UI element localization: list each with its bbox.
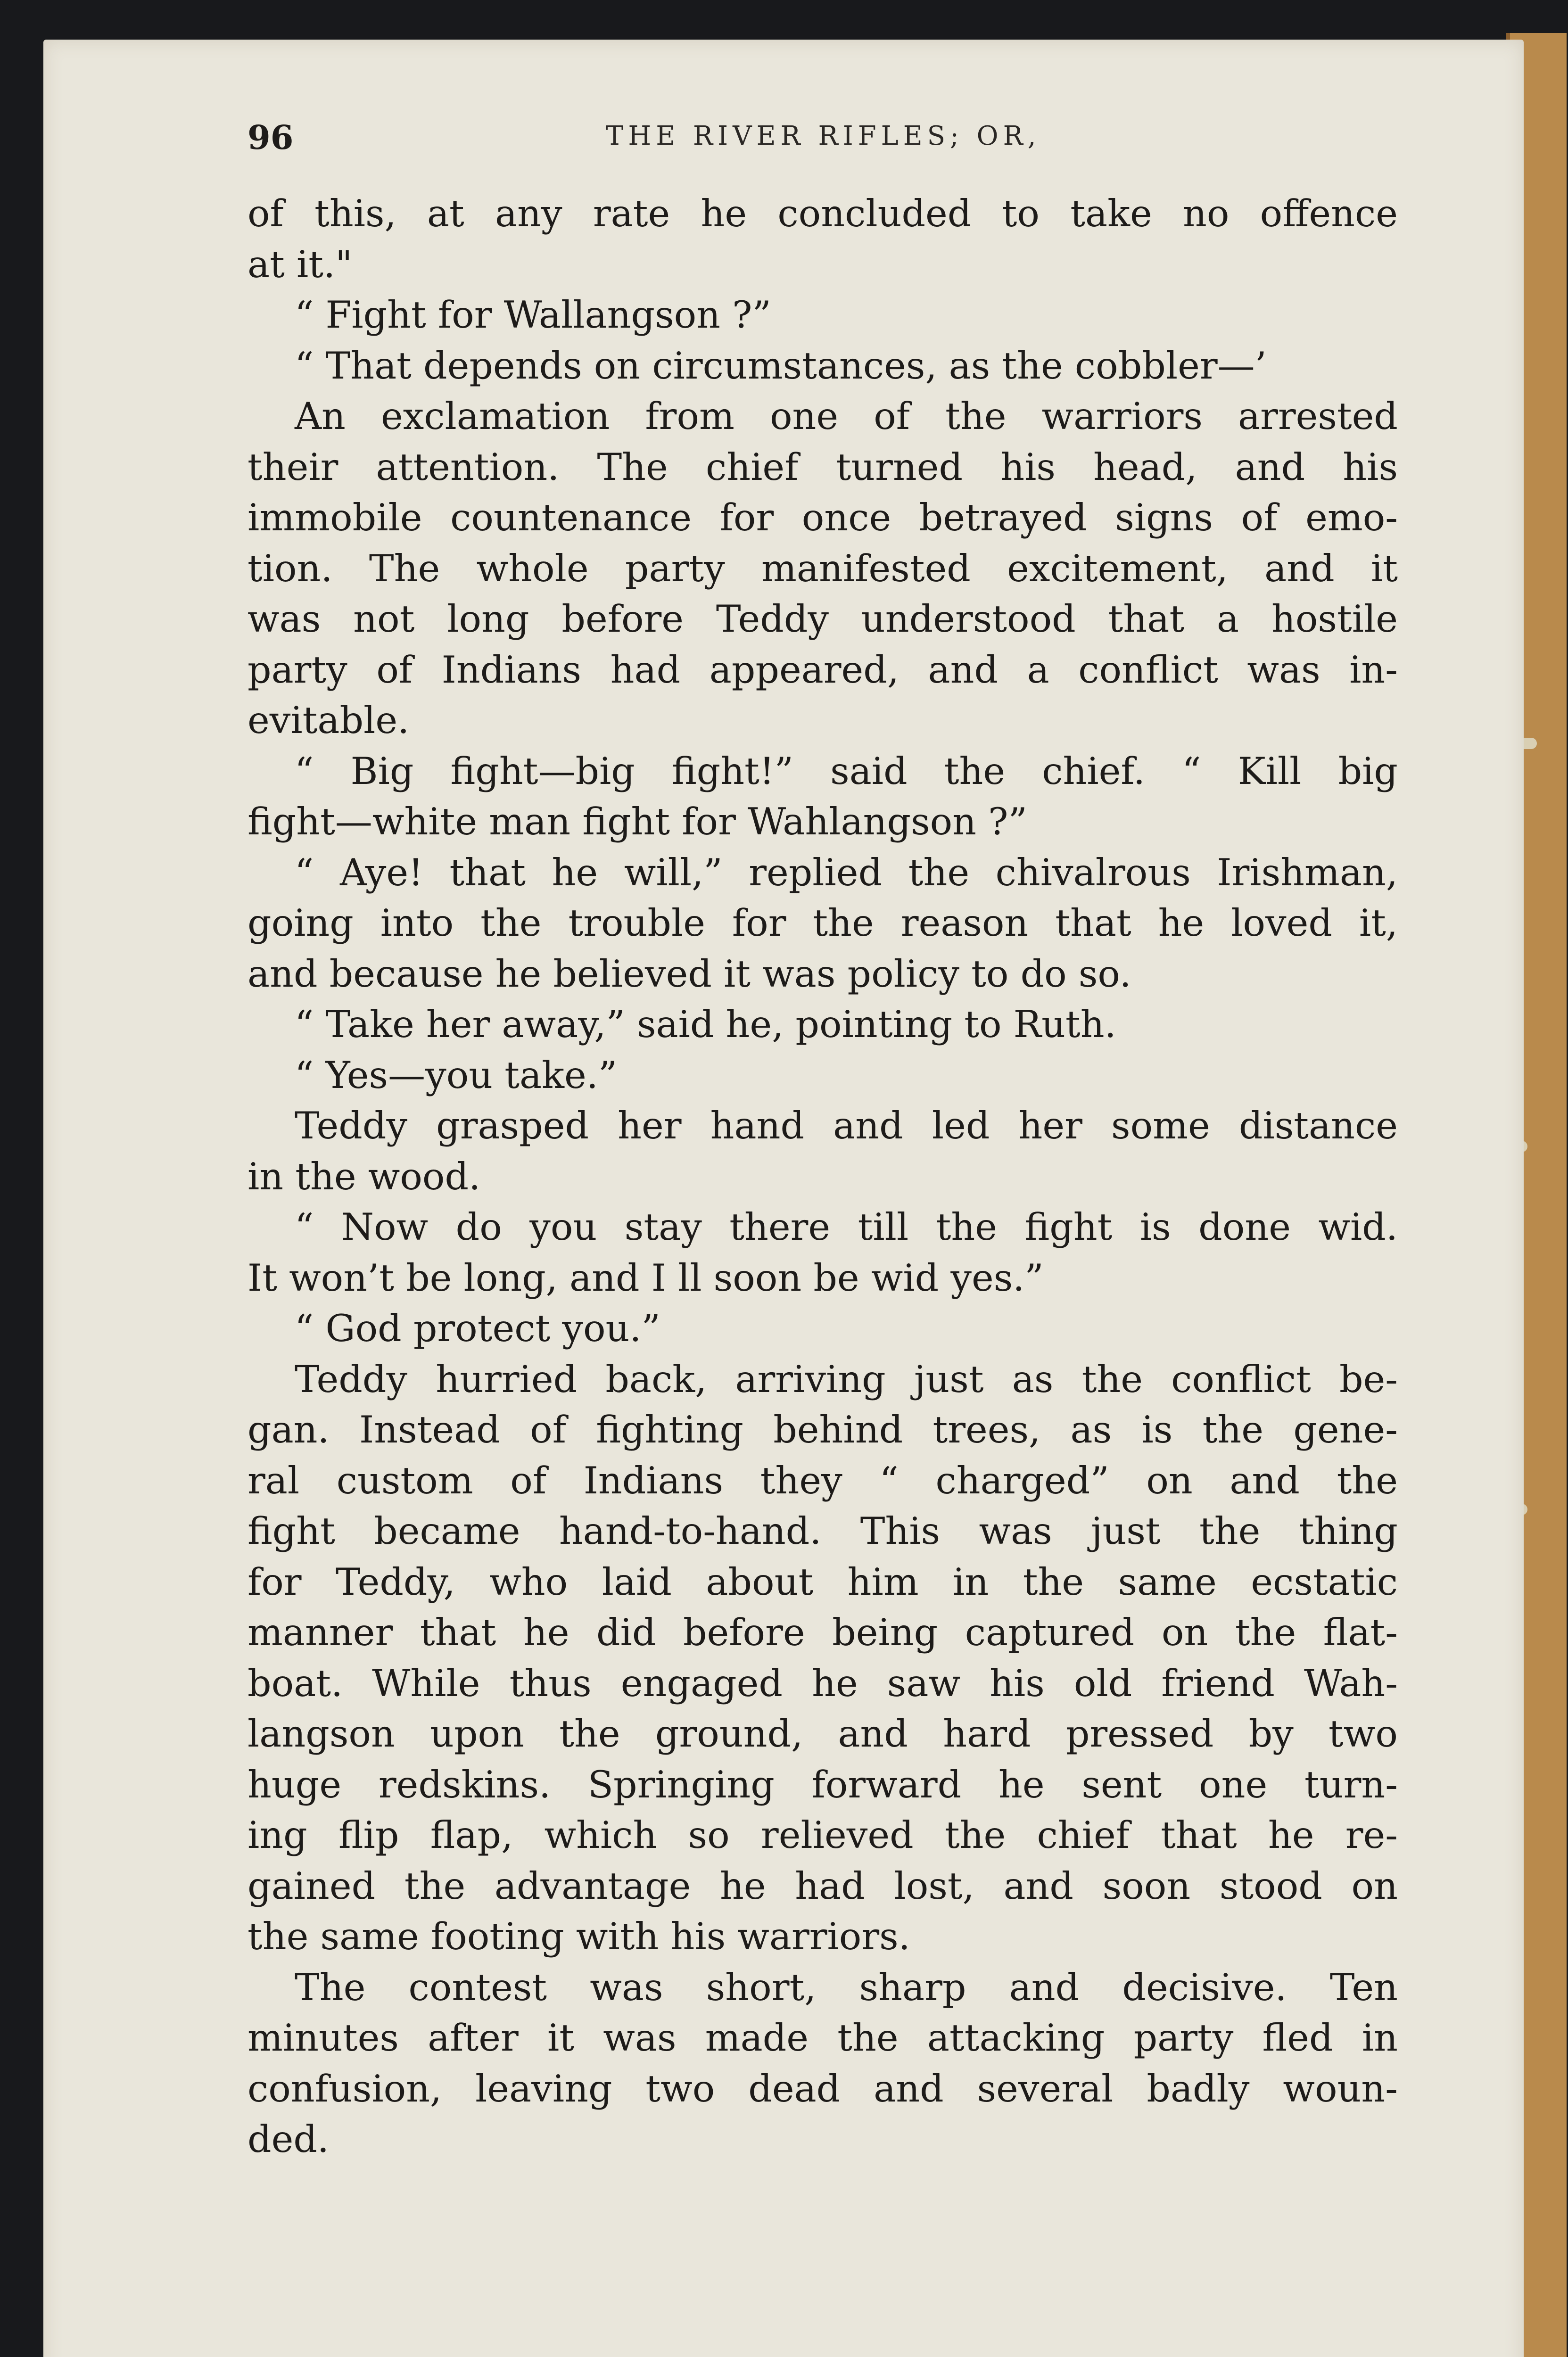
text-line: was not long before Teddy understood that a hostile — [248, 597, 1398, 641]
running-head — [248, 118, 1395, 160]
text-line: “ Big fight—big fight!” said the chief. “ Kill big — [295, 749, 1398, 793]
text-line: going into the trouble for the reason that he loved it, — [248, 901, 1398, 945]
text-line: confusion, leaving two dead and several badly woun- — [248, 2067, 1398, 2110]
text-line: manner that he did before being captured on the flat- — [248, 1611, 1398, 1654]
text-line: huge redskins. Springing forward he sent one turn- — [248, 1763, 1398, 1806]
text-line: tion. The whole party manifested excitement, and it — [248, 546, 1398, 590]
text-line: their attention. The chief turned his head, and his — [248, 445, 1398, 489]
text-line: evitable. — [248, 699, 410, 742]
text-line: “ Yes—you take.” — [295, 1053, 618, 1097]
text-line: gained the advantage he had lost, and soon stood on — [248, 1864, 1398, 1908]
text-line: An exclamation from one of the warriors arrested — [295, 395, 1398, 438]
text-line: The contest was short, sharp and decisive. Ten — [295, 1965, 1398, 2009]
page-number: 96 — [248, 118, 294, 157]
text-line: “ That depends on circumstances, as the cobbler—’ — [295, 344, 1267, 387]
text-line: Teddy grasped her hand and led her some distance — [295, 1104, 1398, 1147]
running-title: THE RIVER RIFLES; OR, — [606, 121, 1041, 151]
text-line: boat. While thus engaged he saw his old friend Wah- — [248, 1661, 1398, 1705]
text-line: for Teddy, who laid about him in the same ecstatic — [248, 1560, 1398, 1604]
text-line: ing flip flap, which so relieved the chief that he re- — [248, 1813, 1398, 1857]
text-line: gan. Instead of fighting behind trees, as is the gene- — [248, 1408, 1398, 1451]
text-line: Teddy hurried back, arriving just as the conflict be- — [295, 1357, 1398, 1401]
text-line: of this, at any rate he concluded to take no offence — [248, 192, 1398, 235]
text-line: langson upon the ground, and hard pressed by two — [248, 1712, 1398, 1755]
text-line: fight became hand-to-hand. This was just the thing — [248, 1509, 1398, 1553]
text-line: party of Indians had appeared, and a conflict was in- — [248, 648, 1398, 692]
text-line: in the wood. — [248, 1154, 481, 1198]
text-line: It won’t be long, and I ll soon be wid yes.” — [248, 1256, 1044, 1300]
text-line: “ Aye! that he will,” replied the chivalrous Irishman, — [295, 850, 1398, 894]
text-line: “ Fight for Wallangson ?” — [295, 293, 771, 337]
text-line: ral custom of Indians they “ charged” on and the — [248, 1459, 1398, 1502]
text-line: the same footing with his warriors. — [248, 1915, 910, 1958]
body-text — [248, 189, 1398, 2165]
text-line: minutes after it was made the attacking party fled in — [248, 2016, 1398, 2060]
text-line: and because he believed it was policy to do so. — [248, 952, 1131, 996]
text-line: fight—white man fight for Wahlangson ?” — [248, 800, 1027, 843]
text-line: “ God protect you.” — [295, 1307, 660, 1350]
text-line: “ Take her away,” said he, pointing to Ruth. — [295, 1003, 1116, 1046]
text-line: “ Now do you stay there till the fight is done wid. — [295, 1205, 1398, 1249]
text-line: immobile countenance for once betrayed signs of emo- — [248, 496, 1398, 539]
text-line: at it." — [248, 242, 353, 286]
text-line: ded. — [248, 2118, 330, 2161]
